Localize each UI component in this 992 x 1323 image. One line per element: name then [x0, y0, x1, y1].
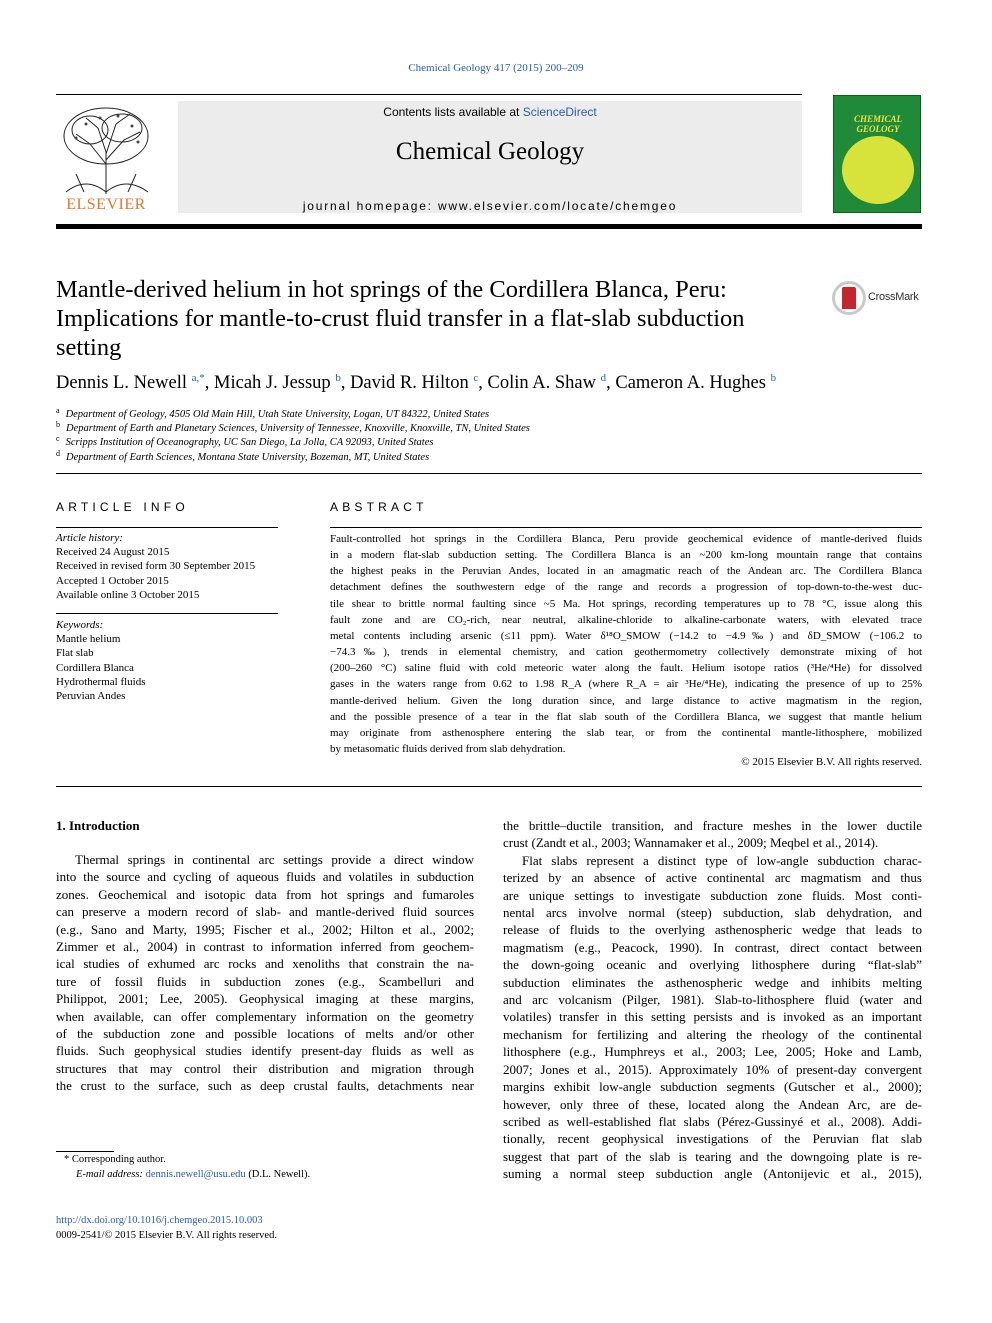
cover-disc-graphic	[842, 136, 914, 204]
sciencedirect-link[interactable]: ScienceDirect	[522, 105, 597, 119]
affiliation-text: Scripps Institution of Oceanography, UC San Diego, La Jolla, CA 92093, United States	[65, 437, 434, 448]
history-item: Available online 3 October 2015	[56, 589, 200, 601]
abstract-line: Fault-controlled hot springs in the Cordillera Blanca, Peru provide geochemical evidence of mantle-derived fluids	[330, 533, 922, 545]
body-text-line: volatiles) transfer in this setting persists and is invoked as an important	[503, 1009, 922, 1025]
elsevier-wordmark: ELSEVIER	[66, 196, 146, 213]
abstract-line: the highest peaks in the Peruvian Andes, located in an amagmatic reach of the Andean arc. The Cordillera Blanca	[330, 565, 922, 578]
header-thick-rule	[56, 224, 922, 229]
body-text-line: 2007; Jones et al., 2015). Approximately 10% of present-day convergent	[503, 1061, 922, 1077]
body-text-line: when available, can offer complementary information on the geometry	[56, 1008, 474, 1024]
crossmark-label: CrossMark	[868, 291, 919, 303]
author-name[interactable]: Dennis L. Newell	[56, 373, 188, 393]
corresponding-author-note: * Corresponding author.	[64, 1154, 166, 1165]
abstract-line: and the possible presence of a tear in the flat slab south of the Cordillera Blanca, we suggest that mantle helium	[330, 710, 922, 723]
body-text-line: Thermal springs in continental arc settings provide a direct window	[75, 852, 474, 867]
affiliation	[56, 449, 429, 463]
abstract-line: gases in the waters range from 0.62 to 1.98 R_A (where R_A = air ³He/⁴He), indicating the presence of up to 25%	[330, 678, 922, 691]
body-text-line: Zimmer et al., 2004) in contrast to information inferred from geochem-	[56, 939, 474, 955]
affiliation-key: c	[56, 434, 60, 443]
affiliation-text: Department of Earth Sciences, Montana State University, Bozeman, MT, United States	[66, 452, 430, 463]
body-text-line: can preserve a modern record of slab- and mantle-derived fluid sources	[56, 904, 474, 920]
abstract-line: tile shear to brittle normal faulting since ~5 Ma. Hot springs, recording temperatures up to 78 °C, issue along this	[330, 597, 922, 610]
affiliation	[56, 406, 489, 420]
body-text-line: terized by an absence of active continental arc magmatism and thus	[503, 870, 922, 886]
body-text-line: crust (Zandt et al., 2003; Wannamaker et al., 2009; Meqbel et al., 2014).	[503, 835, 879, 851]
crossmark-bookmark-icon	[842, 287, 856, 309]
body-text-line: structures that may control their distribution and migration through	[56, 1060, 474, 1076]
body-column-right	[503, 817, 922, 1183]
keywords-rule	[56, 613, 278, 614]
body-text-line: zones. Geochemical and isotopic data from hot springs and fumaroles	[56, 886, 474, 902]
author-list: Dennis L. Newell $^{a,*}$, Micah J. Jessup $^b$, David R. Hilton $^c$, Colin A. Shaw $^d$, Cameron A. Hughes $^b$	[56, 372, 777, 393]
journal-reference-link[interactable]: Chemical Geology 417 (2015) 200–209	[408, 62, 584, 74]
abstract-copyright: © 2015 Elsevier B.V. All rights reserved.	[741, 756, 922, 768]
abstract-line: (200–260 °C) saline fluid with cold meteoric water along the fault. Helium isotope ratios (³He/⁴He) for dissolved	[330, 662, 922, 675]
elsevier-tree-icon	[56, 104, 156, 196]
abstract-heading: ABSTRACT	[330, 500, 428, 514]
abstract-line: detachment defines the southwestern edge of the range and records a progression of top-down-to-the-west duc-	[330, 581, 922, 594]
body-text-line: lithosphere (e.g., Humphreys et al., 2003; Lee, 2005; Hoke and Lamb,	[503, 1044, 922, 1060]
section-heading: 1. Introduction	[56, 818, 140, 833]
author-name[interactable]: Cameron A. Hughes	[615, 373, 766, 393]
body-text-line: nental arcs involve normal (steep) subduction, slab dehydration, and	[503, 905, 922, 921]
body-text-line: of the subduction zone and possible locations of melts and/or other	[56, 1026, 474, 1042]
body-text-line: suming a normal steep subduction angle (Antonijevic et al., 2015),	[503, 1166, 922, 1182]
issn-copyright: 0009-2541/© 2015 Elsevier B.V. All rights reserved.	[56, 1230, 277, 1241]
contents-line	[178, 105, 802, 119]
author-name[interactable]: Micah J. Jessup	[214, 373, 331, 393]
author-affiliation-marker[interactable]: d	[600, 372, 607, 384]
keyword: Hydrothermal fluids	[56, 676, 146, 688]
author-name[interactable]: David R. Hilton	[350, 373, 469, 393]
affiliation-key: d	[56, 449, 60, 458]
history-item: Received 24 August 2015	[56, 546, 170, 558]
keywords-label: Keywords:	[56, 619, 104, 631]
article-title: Mantle-derived helium in hot springs of the Cordillera Blanca, Peru: Implications for mantle-to-crust fluid transfer in a flat-slab subduction setting	[56, 276, 745, 361]
author-affiliation-marker[interactable]: b	[770, 372, 777, 384]
body-text-line: are unique settings to investigate subduction zone fluids. Most conti-	[503, 887, 922, 903]
affiliation-key: a	[56, 406, 60, 415]
author-affiliation-marker[interactable]: c	[473, 372, 479, 384]
abstract-rule	[330, 527, 922, 528]
keyword: Peruvian Andes	[56, 690, 126, 702]
abstract-body	[330, 531, 922, 757]
body-text-line: Flat slabs represent a distinct type of low-angle subduction charac-	[522, 852, 922, 868]
author-email-link[interactable]: dennis.newell@usu.edu	[145, 1169, 246, 1180]
body-text-line: margins exhibit low-angle subduction segments (Gutscher et al., 2000);	[503, 1079, 922, 1095]
author-affiliation-marker[interactable]: a,*	[191, 372, 205, 384]
contents-prefix: Contents lists available at	[383, 105, 523, 119]
email-label: E-mail address:	[76, 1169, 143, 1180]
article-info-rule	[56, 527, 278, 528]
abstract-line: fault zone and are CO₂-rich, near neutral, alkaline-chloride to alkaline-carbonate waters, with elevated trace	[330, 613, 922, 626]
journal-homepage[interactable]: journal homepage: www.elsevier.com/locate/chemgeo	[302, 199, 678, 213]
body-text-line: into the source and cycling of aqueous fluids and volatiles in subduction	[56, 869, 474, 885]
history-item: Received in revised form 30 September 2015	[56, 560, 256, 572]
body-text-line: (e.g., Sano and Marty, 1995; Fischer et al., 2002; Hilton et al., 2002;	[56, 921, 474, 937]
doi-link[interactable]: http://dx.doi.org/10.1016/j.chemgeo.2015.10.003	[56, 1215, 263, 1226]
body-text-line: ical studies of exhumed arc rocks and xenoliths that constrain the na-	[56, 956, 474, 972]
body-text-line: magmatism (e.g., Peacock, 1990). In contrast, direct contact between	[503, 939, 922, 955]
body-text-line: the crust to the surface, such as deep crustal faults, detachments near	[56, 1078, 474, 1094]
body-text-line: and arc volcanism (Pilger, 1981). Slab-to-lithosphere fluid (water and	[503, 992, 922, 1008]
abstract-line: metal contents including arsenic (≤11 ppm). Water δ¹⁸O_SMOW (−14.2 to −4.9‰) and δD_SMOW (−106.2 to	[330, 629, 922, 642]
keyword: Mantle helium	[56, 633, 121, 645]
body-text-line: Philippot, 2001; Lee, 2005). Geophysical imaging at these margins,	[56, 991, 474, 1007]
crossmark-badge[interactable]	[832, 281, 932, 317]
crossmark-icon	[832, 281, 866, 315]
body-text-line: mechanism for fertilizing and altering the rheology of the continental	[503, 1026, 922, 1042]
affiliation	[56, 420, 530, 434]
affiliation-rule	[56, 473, 922, 474]
author-name[interactable]: Colin A. Shaw	[487, 373, 596, 393]
abstract-line: mantle-derived helium. Given the long duration since, and large distance to active magmatism in the region,	[330, 694, 922, 707]
footnote-rule	[56, 1151, 114, 1152]
body-text-line: however, only three of these, located along the Andean Arc, are de-	[503, 1096, 922, 1112]
body-text-line: ture of fossil fluids in subduction zones (e.g., Scambelluri and	[56, 973, 474, 989]
body-column-left	[56, 851, 474, 1095]
history-label: Article history:	[56, 532, 123, 544]
affiliation-text: Department of Earth and Planetary Sciences, University of Tennessee, Knoxville, Knoxville, TN, United States	[66, 423, 530, 434]
body-text-line: suggest that part of the slab is tearing and the downgoing plate is re-	[503, 1148, 922, 1164]
affiliation-key: b	[56, 420, 60, 429]
affiliation-text: Department of Geology, 4505 Old Main Hill, Utah State University, Logan, UT 84322, United States	[65, 409, 490, 420]
journal-cover-image[interactable]	[833, 95, 921, 213]
keyword: Cordillera Blanca	[56, 662, 134, 674]
body-text-line: subduction eliminates the asthenospheric wedge and inhibits melting	[503, 974, 922, 990]
email-author-name: (D.L. Newell).	[248, 1169, 311, 1180]
abstract-line: may originate from asthenosphere entering the slab tear, or from the continental mantle-lithosphere, mobilized	[330, 726, 922, 739]
body-text-line: the down-going oceanic and overlying lithosphere during “flat-slab”	[503, 957, 922, 973]
body-text-line: fluids. Such geophysical studies identify present-day fluids as well as	[56, 1043, 474, 1059]
history-item: Accepted 1 October 2015	[56, 575, 169, 587]
abstract-bottom-rule	[56, 786, 922, 787]
affiliation	[56, 434, 433, 448]
body-text-line: scribed as well-established flat slabs (Pérez-Gussinyé et al., 2008). Addi-	[503, 1113, 922, 1129]
body-text-line: tionally, recent geophysical investigations of the Peruvian flat slab	[503, 1131, 922, 1147]
header-top-rule	[56, 94, 802, 95]
abstract-line: by metasomatic fluids derived from slab dehydration.	[330, 743, 566, 756]
abstract-line: in a modern flat-slab subduction setting. The Cordillera Blanca is an ~200 km-long mountain range that contains	[330, 549, 922, 562]
journal-title: Chemical Geology	[395, 138, 585, 165]
article-info-heading: ARTICLE INFO	[56, 500, 189, 514]
cover-title: CHEMICAL GEOLOGY	[853, 114, 902, 134]
body-text-line: the brittle–ductile transition, and fracture meshes in the lower ductile	[503, 818, 922, 833]
keyword: Flat slab	[56, 647, 94, 659]
email-footnote	[76, 1169, 310, 1180]
body-text-line: release of fluids to the overlying asthenospheric wedge that leads to	[503, 922, 922, 938]
abstract-line: −74.3‰), trends in elemental chemistry, and cation geothermometry collectively demonstrate mixing of hot	[330, 646, 922, 659]
author-affiliation-marker[interactable]: b	[335, 372, 341, 384]
